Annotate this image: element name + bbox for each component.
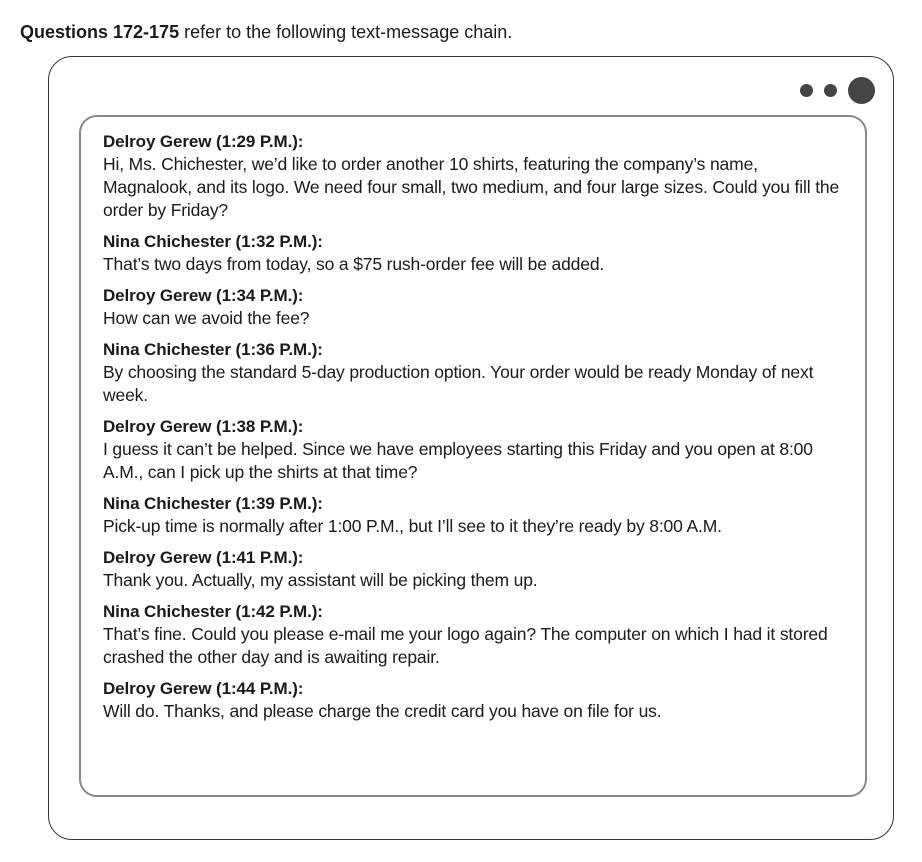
message-item (103, 131, 847, 222)
message-text: By choosing the standard 5-day production option. Your order would be ready Monday of next week. (103, 362, 814, 405)
phone-window-frame (48, 56, 894, 840)
message-item (103, 285, 847, 330)
message-sender: Delroy Gerew (1:44 P.M.): (103, 679, 304, 698)
large-dot-icon (848, 77, 875, 104)
message-item (103, 493, 847, 538)
message-text: Will do. Thanks, and please charge the credit card you have on file for us. (103, 701, 662, 721)
message-sender: Delroy Gerew (1:34 P.M.): (103, 286, 304, 305)
message-text: Pick-up time is normally after 1:00 P.M., but I’ll see to it they’re ready by 8:00 A.M. (103, 516, 722, 536)
message-sender: Delroy Gerew (1:29 P.M.): (103, 132, 304, 151)
message-sender: Nina Chichester (1:32 P.M.): (103, 232, 323, 251)
message-sender: Nina Chichester (1:39 P.M.): (103, 494, 323, 513)
question-intro-text: refer to the following text-message chain. (179, 22, 513, 42)
message-text: That’s two days from today, so a $75 rush-order fee will be added. (103, 254, 605, 274)
small-dot-icon (824, 84, 837, 97)
message-item (103, 231, 847, 276)
message-text: How can we avoid the fee? (103, 308, 310, 328)
small-dot-icon (800, 84, 813, 97)
message-text: I guess it can’t be helped. Since we have employees starting this Friday and you open at 8:00 A.M., can I pick up the shirts at that time? (103, 439, 813, 482)
message-sender: Delroy Gerew (1:38 P.M.): (103, 417, 304, 436)
message-text: Thank you. Actually, my assistant will be picking them up. (103, 570, 538, 590)
question-range: Questions 172-175 (20, 22, 180, 42)
message-sender: Nina Chichester (1:36 P.M.): (103, 340, 323, 359)
message-item (103, 547, 847, 592)
message-sender: Nina Chichester (1:42 P.M.): (103, 602, 323, 621)
message-item (103, 339, 847, 407)
message-text: Hi, Ms. Chichester, we’d like to order another 10 shirts, featuring the company’s name, Magnalook, and its logo. We need four small, two medium, and four large sizes. Could you fill the order by Friday? (103, 154, 840, 220)
window-control-dots (800, 77, 875, 104)
message-item (103, 416, 847, 484)
message-item (103, 601, 847, 669)
message-chain-panel (79, 115, 867, 797)
message-item (103, 678, 847, 723)
message-text: That’s fine. Could you please e-mail me your logo again? The computer on which I had it stored crashed the other day and is awaiting repair. (103, 624, 828, 667)
message-sender: Delroy Gerew (1:41 P.M.): (103, 548, 304, 567)
question-intro (20, 20, 512, 44)
